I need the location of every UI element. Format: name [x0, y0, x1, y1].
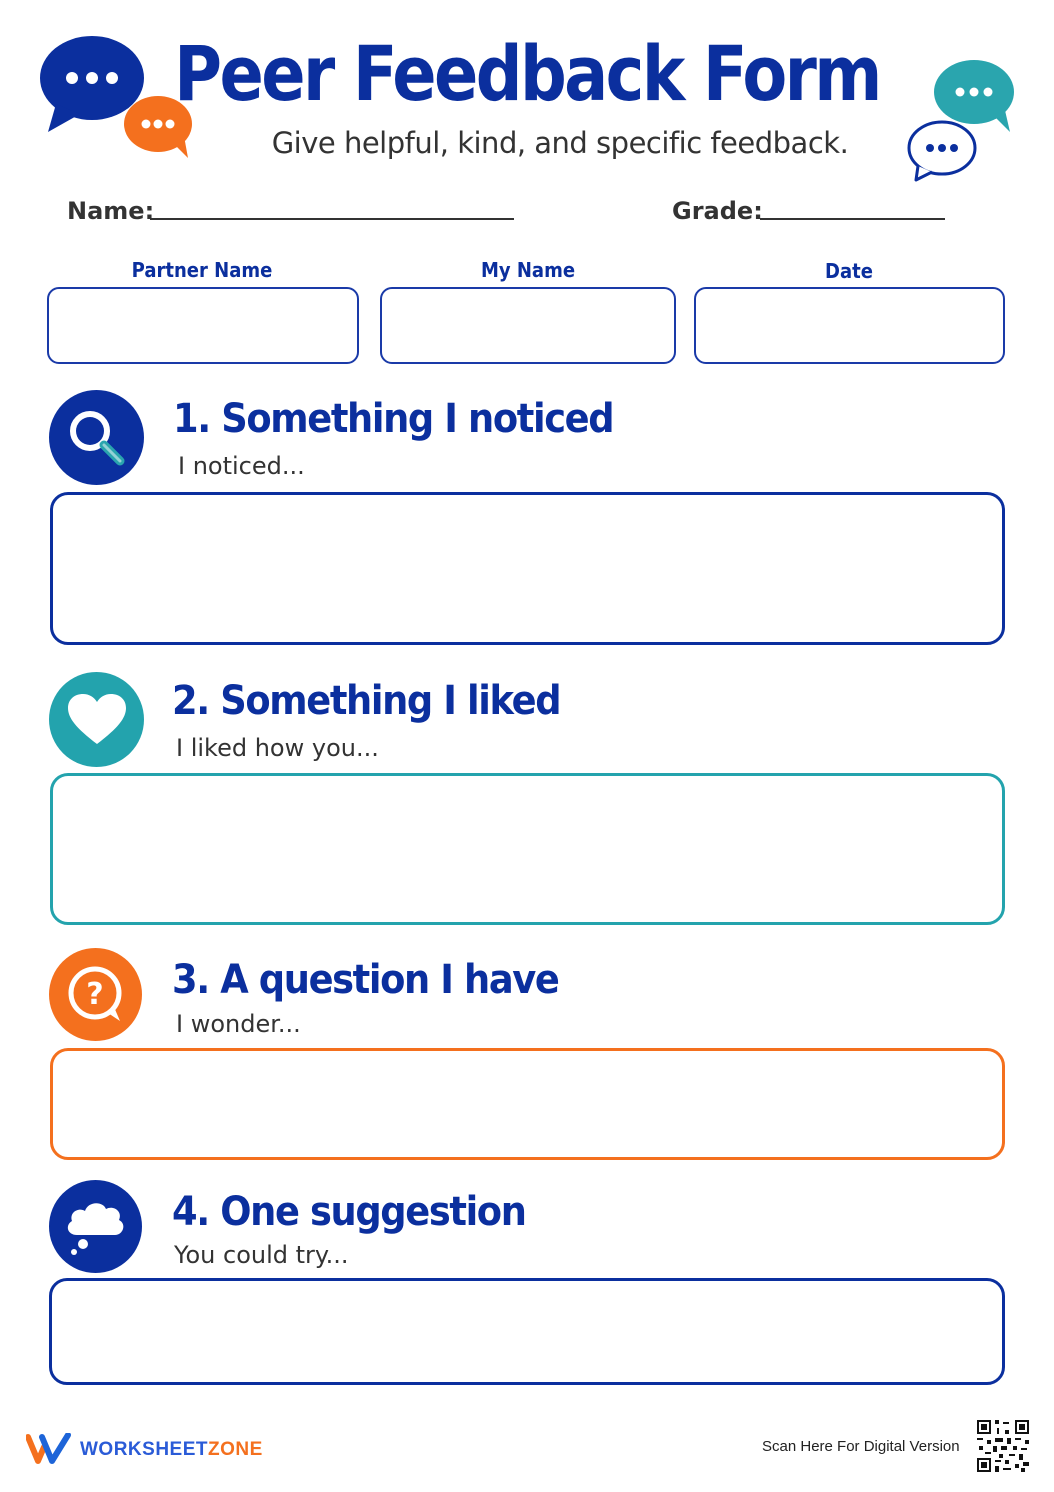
date-label: Date [825, 259, 873, 283]
question-bubble-icon [49, 948, 142, 1041]
section-3-title: 3. A question I have [172, 957, 559, 1003]
section-1-title: 1. Something I noticed [173, 396, 614, 442]
svg-text:?: ? [85, 976, 104, 1012]
partner-name-box[interactable] [47, 287, 359, 364]
qr-code-icon[interactable] [975, 1418, 1031, 1474]
grade-label: Grade: [672, 197, 763, 225]
name-input-line[interactable] [150, 218, 514, 220]
section-1-answer-box[interactable] [50, 492, 1005, 645]
page-title: Peer Feedback Form [174, 29, 880, 118]
section-3-answer-box[interactable] [50, 1048, 1005, 1160]
section-2-prompt: I liked how you... [176, 734, 379, 762]
section-2-title: 2. Something I liked [172, 678, 561, 724]
partner-name-label: Partner Name [131, 258, 273, 282]
name-label: Name: [67, 197, 155, 225]
date-box[interactable] [694, 287, 1005, 364]
heart-icon [49, 672, 144, 767]
worksheetzone-logo [26, 1433, 72, 1465]
my-name-label: My Name [480, 258, 576, 282]
section-4-answer-box[interactable] [49, 1278, 1005, 1385]
brand-name: WORKSHEETZONE [80, 1439, 263, 1460]
thought-cloud-icon [49, 1180, 142, 1273]
grade-input-line[interactable] [760, 218, 945, 220]
section-4-title: 4. One suggestion [172, 1189, 526, 1235]
section-3-prompt: I wonder... [176, 1010, 301, 1038]
section-2-answer-box[interactable] [50, 773, 1005, 925]
magnifier-icon [49, 390, 144, 485]
page-subtitle: Give helpful, kind, and specific feedback. [271, 126, 849, 160]
scan-text: Scan Here For Digital Version [762, 1438, 960, 1455]
section-4-prompt: You could try... [174, 1241, 349, 1269]
section-1-prompt: I noticed... [178, 452, 305, 480]
my-name-box[interactable] [380, 287, 676, 364]
